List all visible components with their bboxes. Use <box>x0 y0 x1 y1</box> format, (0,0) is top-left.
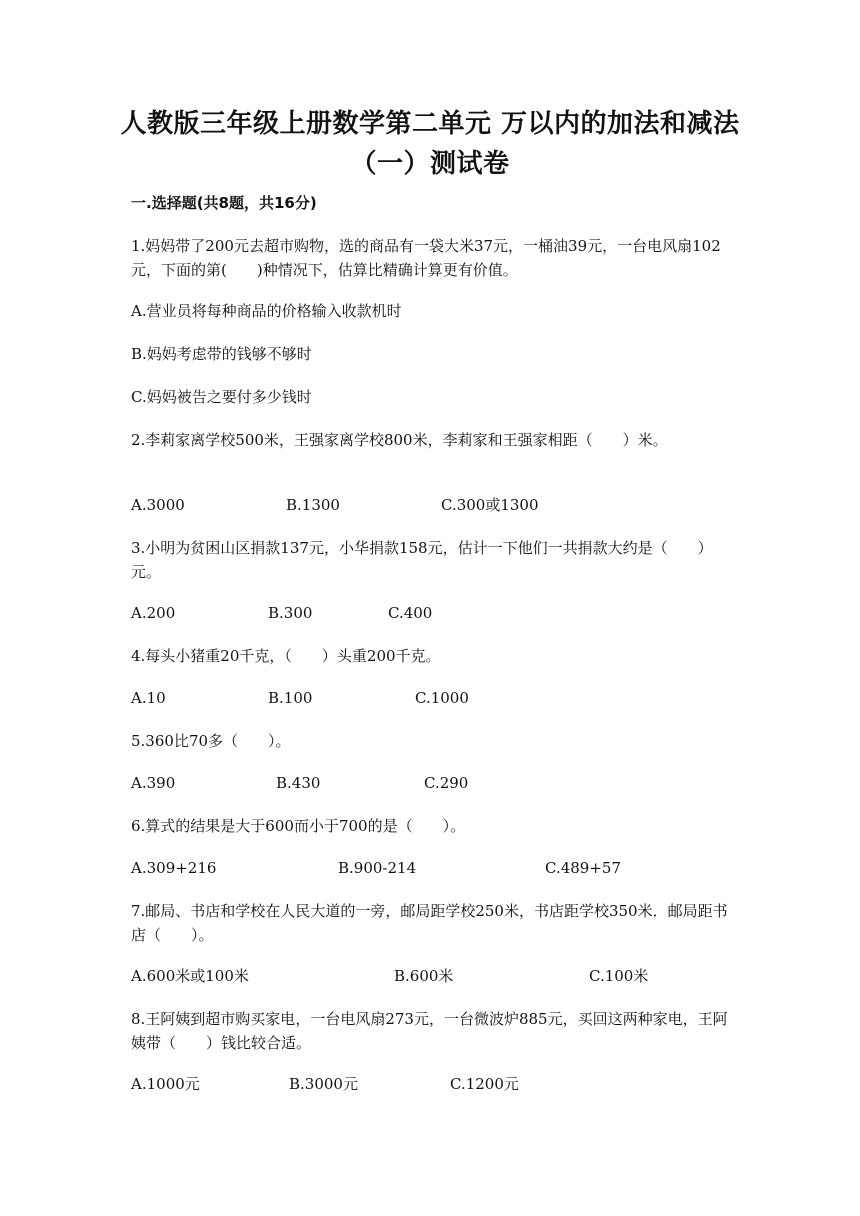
q8-option-c: C.1200元 <box>450 1075 519 1093</box>
question-2: 2.李莉家离学校500米，王强家离学校800米，李莉家和王强家相距（ ）米。 <box>131 431 668 449</box>
section-heading: 一.选择题(共8题，共16分) <box>131 194 317 212</box>
question-8: 8.王阿姨到超市购买家电，一台电风扇273元，一台微波炉885元，买回这两种家电，王阿姨带（ ）钱比较合适。 <box>131 1010 728 1052</box>
q6-option-a: A.309+216 <box>131 859 217 877</box>
question-4: 4.每头小猪重20千克，（ ）头重200千克。 <box>131 647 441 665</box>
q7-option-b: B.600米 <box>394 967 454 985</box>
q7-option-c: C.100米 <box>589 967 649 985</box>
q1-option-b: B.妈妈考虑带的钱够不够时 <box>131 345 312 363</box>
q2-option-b: B.1300 <box>286 496 340 514</box>
question-5: 5.360比70多（ ）。 <box>131 732 291 750</box>
q4-option-a: A.10 <box>131 689 166 707</box>
question-7: 7.邮局、书店和学校在人民大道的一旁，邮局距学校250米，书店距学校350米．邮局距书店（ ）。 <box>131 902 728 944</box>
q4-option-b: B.100 <box>268 689 313 707</box>
q6-option-c: C.489+57 <box>545 859 621 877</box>
q5-option-c: C.290 <box>424 774 469 792</box>
page-title: 人教版三年级上册数学第二单元 万以内的加法和减法（一）测试卷 <box>120 109 740 179</box>
q1-option-a: A.营业员将每种商品的价格输入收款机时 <box>131 302 402 320</box>
q3-option-a: A.200 <box>131 604 176 622</box>
q8-option-a: A.1000元 <box>131 1075 200 1093</box>
q8-option-b: B.3000元 <box>289 1075 358 1093</box>
q2-option-c: C.300或1300 <box>441 496 539 514</box>
q1-option-c: C.妈妈被告之要付多少钱时 <box>131 388 312 406</box>
question-1: 1.妈妈带了200元去超市购物，选的商品有一袋大米37元，一桶油39元，一台电风扇102元，下面的第( )种情况下，估算比精确计算更有价值。 <box>131 237 721 279</box>
q6-option-b: B.900-214 <box>338 859 417 877</box>
q3-option-b: B.300 <box>268 604 313 622</box>
q5-option-b: B.430 <box>276 774 321 792</box>
q7-option-a: A.600米或100米 <box>131 967 249 985</box>
q5-option-a: A.390 <box>131 774 176 792</box>
q2-option-a: A.3000 <box>131 496 185 514</box>
q4-option-c: C.1000 <box>415 689 469 707</box>
q3-option-c: C.400 <box>388 604 433 622</box>
question-3: 3.小明为贫困山区捐款137元，小华捐款158元，估计一下他们一共捐款大约是（ ）元。 <box>131 539 713 581</box>
question-6: 6.算式的结果是大于600而小于700的是（ ）。 <box>131 817 466 835</box>
